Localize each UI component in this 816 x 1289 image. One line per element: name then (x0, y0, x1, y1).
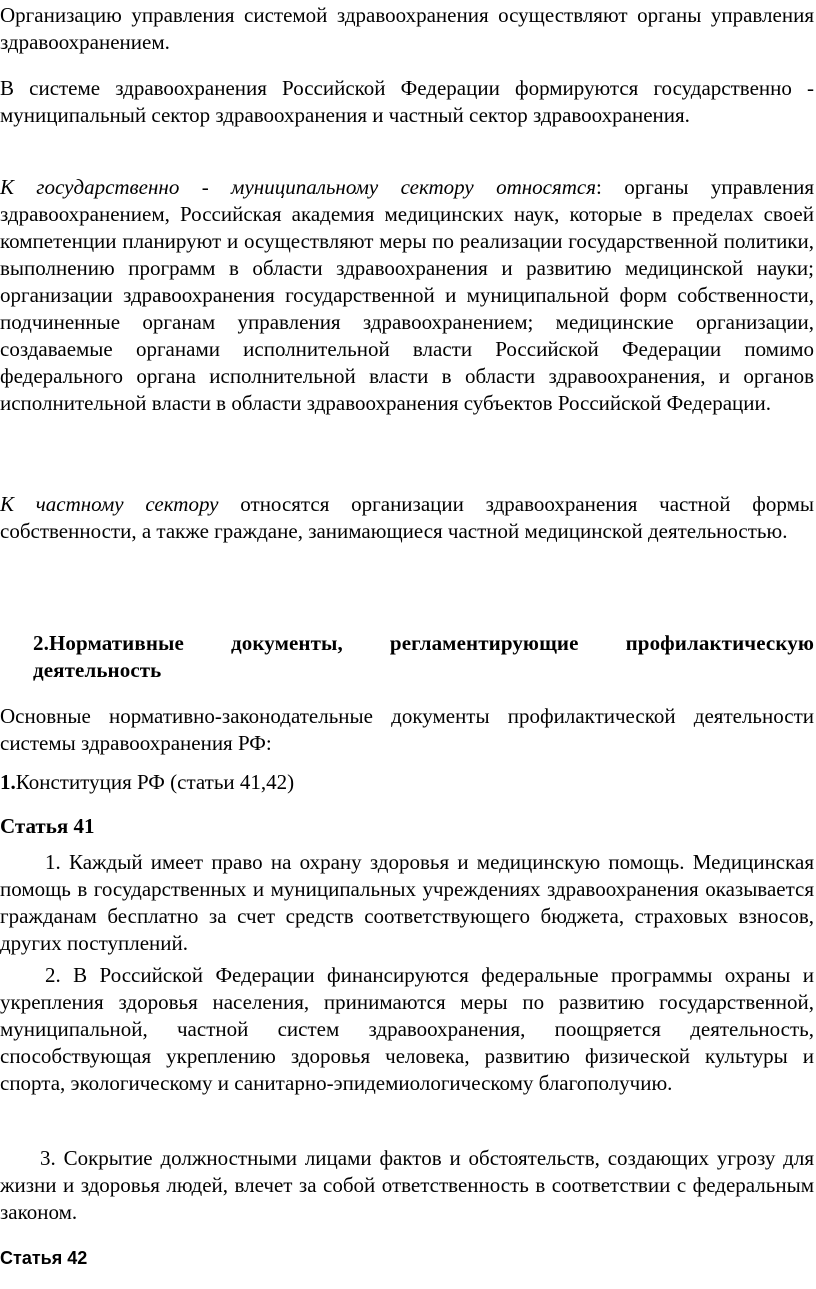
paragraph-health-sectors (0, 75, 814, 129)
italic-lead: К государственно - муниципальному сектору относятся (0, 175, 597, 199)
paragraph-private-sector (0, 491, 814, 545)
clause-text: 2. В Российской Федерации финансируются федеральные программы охраны и укрепления здоровья населения, принимаются меры по развитию государственной, муниципальной, частной систем здравоохранения, поощряется деятельность, способствующая укреплению здоровья человека, развитию физической культуры и спорта, экологическому и санитарно-эпидемиологическому благополучию. (0, 963, 814, 1095)
article-41-clause-2 (0, 962, 814, 1097)
paragraph-normative-docs-intro (0, 703, 814, 757)
article-41-title: Статья 41 (0, 814, 95, 838)
paragraph-health-management (0, 2, 814, 56)
paragraph-text: : органы управления здравоохранением, Российская академия медицинских наук, которые в пределах своей компетенции планируют и осуществляют меры по реализации государственной политики, выполнению программ в области здравоохранения и развитию медицинской науки; организации здравоохранения государственной и муниципальной форм собственности, подчиненные органам управления здравоохранением; медицинские организации, создаваемые органами исполнительной власти Российской Федерации помимо федерального органа исполнительной власти в области здравоохранения, и органов исполнительной власти в области здравоохранения субъектов Российской Федерации. (0, 175, 814, 415)
clause-text: 3. Сокрытие должностными лицами фактов и обстоятельств, создающих угрозу для жизни и здоровья людей, влечет за собой ответственность в соответствии с федеральным законом. (0, 1146, 814, 1224)
paragraph-text: относятся организации здравоохранения частной формы собственности, а также граждане, занимающиеся частной медицинской деятельностью. (0, 492, 814, 543)
list-item-constitution (0, 769, 814, 796)
section-heading: 2.Нормативные документы, регламентирующие профилактическую деятельность (33, 631, 814, 682)
list-item-text: Конституция РФ (статьи 41,42) (15, 770, 295, 794)
paragraph-text: Организацию управления системой здравоохранения осуществляют органы управления здравоохранением. (0, 3, 814, 54)
list-number: 1. (0, 770, 16, 794)
article-41-clause-1 (0, 849, 814, 957)
article-42-title: Статья 42 (0, 1248, 88, 1268)
clause-text: 1. Каждый имеет право на охрану здоровья и медицинскую помощь. Медицинская помощь в государственных и муниципальных учреждениях здравоохранения оказывается гражданам бесплатно за счет средств соответствующего бюджета, страховых взносов, других поступлений. (0, 850, 814, 955)
paragraph-text: Основные нормативно-законодательные документы профилактической деятельности системы здравоохранения РФ: (0, 704, 814, 755)
article-41-clause-3 (0, 1145, 814, 1226)
paragraph-state-municipal-sector (0, 174, 814, 417)
paragraph-text: В системе здравоохранения Российской Федерации формируются государственно - муниципальный сектор здравоохранения и частный сектор здравоохранения. (0, 76, 814, 127)
italic-lead: К частному сектору (0, 492, 219, 516)
